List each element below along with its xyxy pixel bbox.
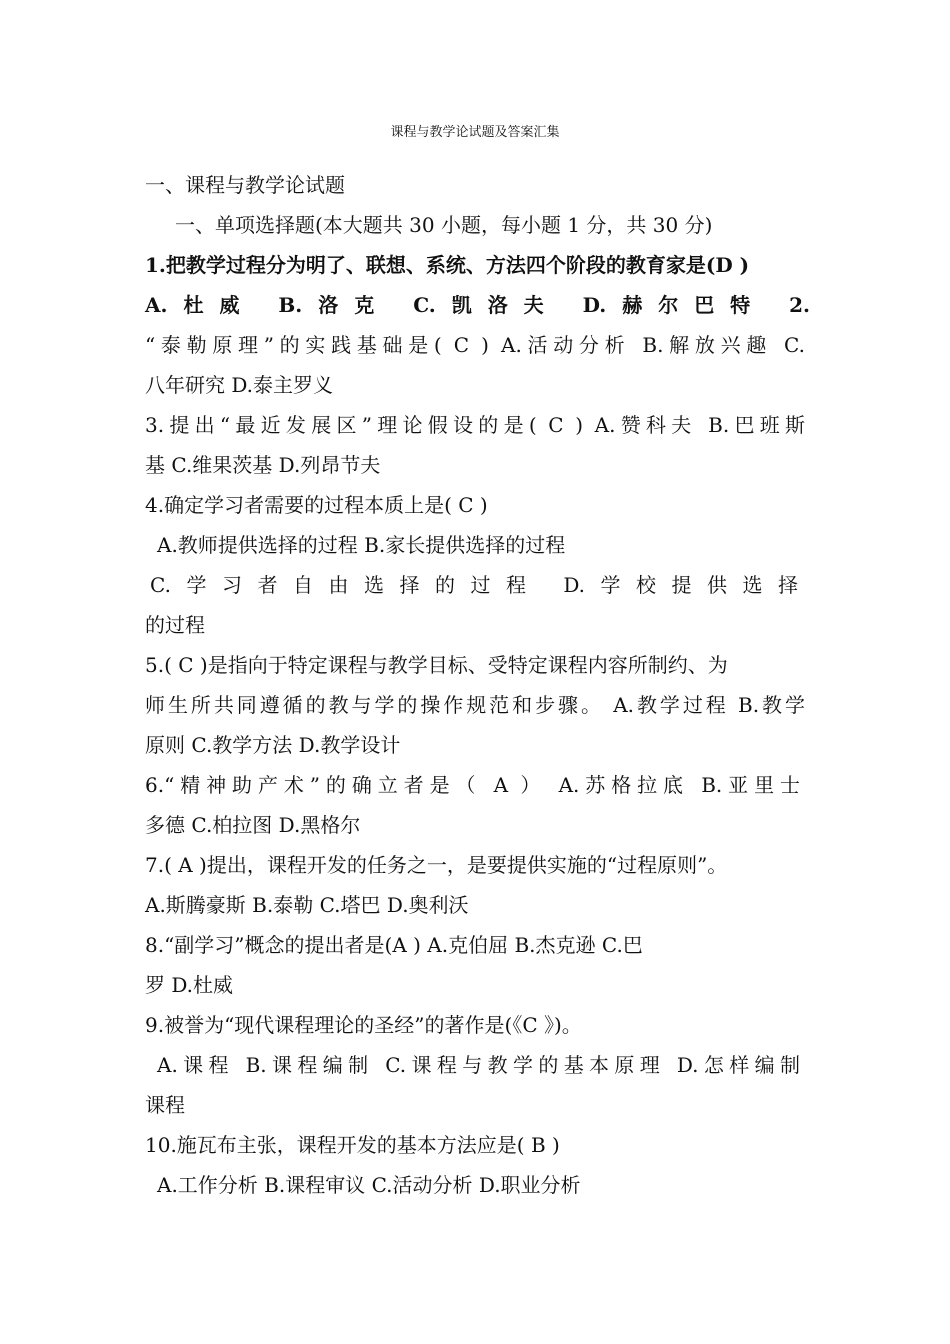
question-line: 八年研究 D.泰主罗义 bbox=[145, 373, 334, 397]
question-line: A.课程 B.课程编制 C.课程与教学的基本原理 D.怎样编制 bbox=[157, 1053, 800, 1077]
question-line: 1.把教学过程分为明了、联想、系统、方法四个阶段的教育家是(D ) bbox=[145, 253, 750, 277]
question-line: A.杜威 B.洛克 C.凯洛夫 D.赫尔巴特 2. bbox=[145, 293, 810, 317]
question-line: 10.施瓦布主张，课程开发的基本方法应是( B ) bbox=[145, 1133, 560, 1157]
question-line: 基 C.维果茨基 D.列昂节夫 bbox=[145, 453, 381, 477]
question-line: 9.被誉为“现代课程理论的圣经”的著作是(《C 》)。 bbox=[145, 1013, 582, 1037]
question-line: 6.“精神助产术”的确立者是（ A ） A.苏格拉底 B.亚里士 bbox=[145, 773, 800, 797]
question-line: 5.( C )是指向于特定课程与教学目标、受特定课程内容所制约、为 bbox=[145, 653, 728, 677]
question-line: 多德 C.柏拉图 D.黑格尔 bbox=[145, 813, 361, 837]
question-line: 4.确定学习者需要的过程本质上是( C ) bbox=[145, 493, 488, 517]
question-line: A.教师提供选择的过程 B.家长提供选择的过程 bbox=[157, 533, 566, 557]
question-line: 7.( A )提出，课程开发的任务之一，是要提供实施的“过程原则”。 bbox=[145, 853, 728, 877]
question-line: A.斯腾豪斯 B.泰勒 C.塔巴 D.奥利沃 bbox=[145, 893, 469, 917]
question-line: “泰勒原理”的实践基础是( C ) A.活动分析 B.解放兴趣 C. bbox=[145, 333, 805, 357]
question-line: 原则 C.教学方法 D.教学设计 bbox=[145, 733, 401, 757]
section-heading: 一、课程与教学论试题 bbox=[145, 173, 345, 197]
question-line: 课程 bbox=[145, 1093, 185, 1117]
question-line: 3.提出“最近发展区”理论假设的是( C ) A.赞科夫 B.巴班斯 bbox=[145, 413, 805, 437]
part-heading: 一、单项选择题(本大题共 30 小题，每小题 1 分，共 30 分) bbox=[175, 213, 713, 237]
question-line: 8.“副学习”概念的提出者是(A ) A.克伯屈 B.杰克逊 C.巴 bbox=[145, 933, 643, 957]
question-line: 的过程 bbox=[145, 613, 205, 637]
document-title: 课程与教学论试题及答案汇集 bbox=[390, 125, 560, 140]
question-line: 师生所共同遵循的教与学的操作规范和步骤。 A.教学过程 B.教学 bbox=[145, 693, 805, 717]
question-line: 罗 D.杜威 bbox=[145, 973, 234, 997]
question-line: A.工作分析 B.课程审议 C.活动分析 D.职业分析 bbox=[157, 1173, 581, 1197]
question-line: C.学习者自由选择的过程 D.学校提供选择 bbox=[150, 573, 798, 597]
